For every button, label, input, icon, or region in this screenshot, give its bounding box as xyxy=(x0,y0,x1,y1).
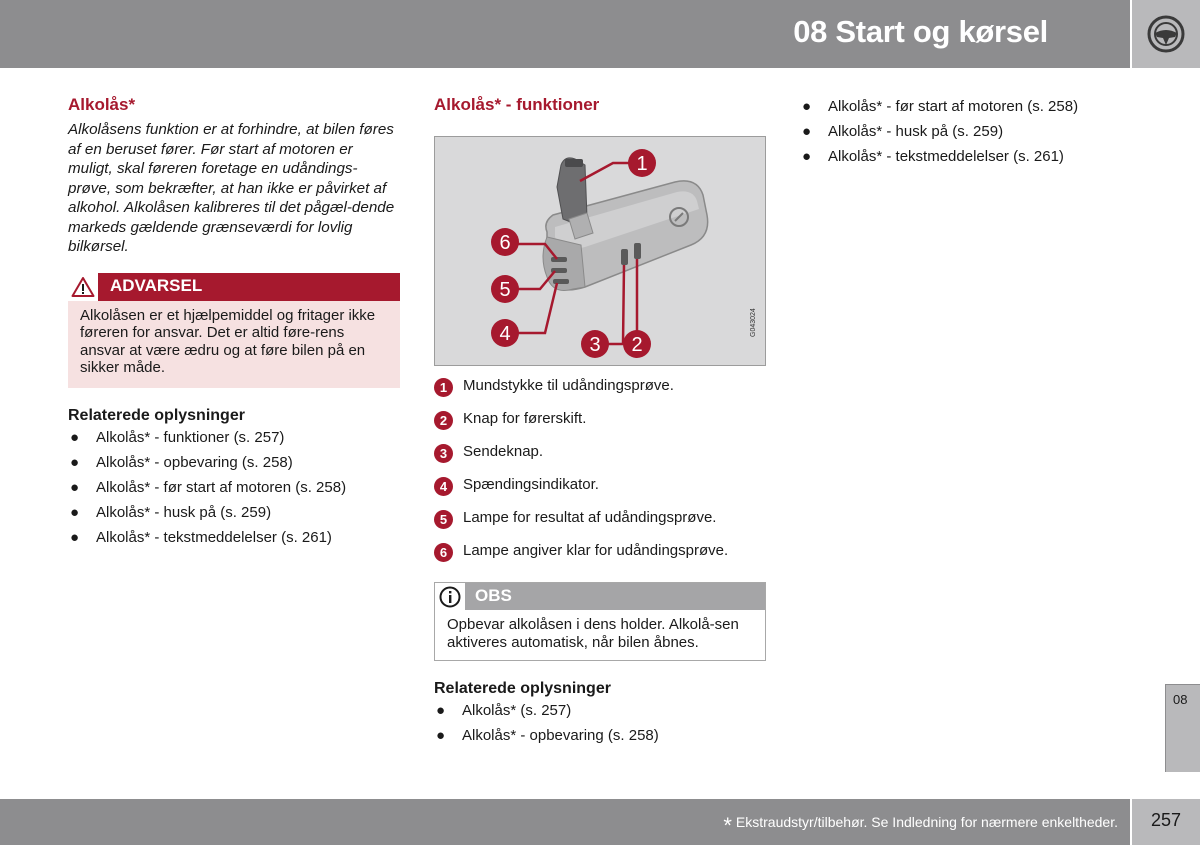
warning-header xyxy=(68,273,400,301)
related-item[interactable] xyxy=(800,119,1140,144)
related-item[interactable] xyxy=(800,94,1140,119)
callout-number: 5 xyxy=(434,510,453,529)
chapter-title: 08 Start og kørsel xyxy=(793,14,1048,49)
marker-2 xyxy=(623,330,651,358)
related-link[interactable]: Alkolås* - opbevaring (s. 258) xyxy=(96,453,293,471)
footnote-star: * xyxy=(723,813,732,838)
svg-text:3: 3 xyxy=(589,334,601,356)
bullet-icon: ● xyxy=(70,528,80,546)
left-column xyxy=(68,92,400,550)
bullet-icon: ● xyxy=(70,478,80,496)
related-link[interactable]: Alkolås* - før start af motoren (s. 258) xyxy=(96,478,347,496)
related-link[interactable]: Alkolås* - husk på (s. 259) xyxy=(828,123,1004,140)
related-item[interactable] xyxy=(68,450,400,475)
callout-list xyxy=(434,376,766,574)
bullet-icon: ● xyxy=(70,503,80,521)
callout-item xyxy=(434,442,766,475)
footnote-text: Ekstraudstyr/tilbehør. Se Indledning for nærmere enkeltheder. xyxy=(735,814,1118,830)
steering-wheel-icon xyxy=(1146,14,1186,54)
footnote xyxy=(723,813,1118,839)
svg-text:1: 1 xyxy=(636,153,648,175)
breathalyzer-figure xyxy=(434,136,766,366)
callout-item xyxy=(434,541,766,574)
related-list xyxy=(68,425,400,550)
svg-text:6: 6 xyxy=(499,232,511,254)
callout-text: Knap for førerskift. xyxy=(463,410,587,427)
page-footer xyxy=(0,799,1130,845)
related-list-continued xyxy=(800,94,1140,169)
related-heading: Relaterede oplysninger xyxy=(434,680,611,697)
related-item[interactable] xyxy=(434,723,766,748)
callout-text: Spændingsindikator. xyxy=(463,476,599,493)
svg-text:4: 4 xyxy=(499,323,511,345)
right-column xyxy=(800,94,1140,169)
related-item[interactable] xyxy=(68,525,400,550)
chapter-side-tab[interactable] xyxy=(1165,684,1200,772)
page-number-box xyxy=(1132,799,1200,845)
marker-1 xyxy=(628,149,656,177)
note-title: OBS xyxy=(475,586,512,605)
callout-item xyxy=(434,409,766,442)
callout-text: Lampe angiver klar for udåndingsprøve. xyxy=(463,542,729,559)
page-number: 257 xyxy=(1150,810,1182,830)
note-text: Opbevar alkolåsen i dens holder. Alkolå-sen aktiveres automatisk, når bilen åbnes. xyxy=(447,616,739,651)
bullet-icon: ● xyxy=(802,123,812,140)
related-link[interactable]: Alkolås* - opbevaring (s. 258) xyxy=(462,727,659,744)
related-link[interactable]: Alkolås* - tekstmeddelelser (s. 261) xyxy=(828,148,1064,165)
info-icon xyxy=(435,583,465,610)
breathalyzer-illustration xyxy=(435,137,766,366)
section-heading-alkolas: Alkolås* xyxy=(68,95,136,114)
note-header xyxy=(435,583,765,610)
bullet-icon: ● xyxy=(802,98,812,115)
callout-number: 4 xyxy=(434,477,453,496)
bullet-icon: ● xyxy=(70,428,80,446)
related-link[interactable]: Alkolås* - husk på (s. 259) xyxy=(96,503,272,521)
related-item[interactable] xyxy=(68,475,400,500)
callout-text: Sendeknap. xyxy=(463,443,544,460)
bullet-icon: ● xyxy=(436,702,446,719)
intro-paragraph: Alkolåsens funktion er at forhindre, at bilen føres af en beruset fører. Før start af motoren er muligt, skal føreren foretage en udåndings-prøve, som bekræfter, at han ikke er påvirket af alkohol. Alkolåsen kalibreres til det pågæl-dende markeds gældende grænseværdi for lovlig bilkørsel. xyxy=(68,121,395,255)
callout-text: Lampe for resultat af udåndingsprøve. xyxy=(463,509,717,526)
related-heading: Relaterede oplysninger xyxy=(68,406,245,424)
chapter-tab-label: 08 xyxy=(1173,692,1188,707)
callout-item xyxy=(434,475,766,508)
related-item[interactable] xyxy=(434,698,766,723)
bullet-icon: ● xyxy=(802,148,812,165)
bullet-icon: ● xyxy=(436,727,446,744)
related-link[interactable]: Alkolås* - funktioner (s. 257) xyxy=(96,428,285,446)
warning-text: Alkolåsen er et hjælpemiddel og fritager ikke føreren for ansvar. Det er altid føre-rens ansvar at være ædru og at føre bilen på en sikker måde. xyxy=(80,306,376,376)
marker-5 xyxy=(491,275,519,303)
callout-number: 3 xyxy=(434,444,453,463)
callout-item xyxy=(434,508,766,541)
warning-title: ADVARSEL xyxy=(110,275,203,295)
related-item[interactable] xyxy=(800,144,1140,169)
marker-6 xyxy=(491,228,519,256)
related-link[interactable]: Alkolås* - før start af motoren (s. 258) xyxy=(828,98,1079,115)
svg-text:5: 5 xyxy=(499,279,511,301)
callout-item xyxy=(434,376,766,409)
marker-4 xyxy=(491,319,519,347)
figure-code: G043024 xyxy=(750,308,757,337)
related-item[interactable] xyxy=(68,425,400,450)
related-link[interactable]: Alkolås* - tekstmeddelelser (s. 261) xyxy=(96,528,332,546)
note-box xyxy=(434,582,766,661)
callout-number: 1 xyxy=(434,378,453,397)
warning-box xyxy=(68,273,400,388)
middle-column xyxy=(434,92,766,748)
section-heading-funktioner: Alkolås* - funktioner xyxy=(434,95,600,114)
marker-3 xyxy=(581,330,609,358)
chapter-header xyxy=(0,0,1130,68)
callout-number: 6 xyxy=(434,543,453,562)
svg-text:2: 2 xyxy=(631,334,643,356)
warning-triangle-icon xyxy=(68,273,98,301)
callout-number: 2 xyxy=(434,411,453,430)
related-item[interactable] xyxy=(68,500,400,525)
callout-text: Mundstykke til udåndingsprøve. xyxy=(463,377,674,394)
related-link[interactable]: Alkolås* (s. 257) xyxy=(462,702,572,719)
related-list xyxy=(434,698,766,748)
bullet-icon: ● xyxy=(70,453,80,471)
chapter-icon-box xyxy=(1132,0,1200,68)
